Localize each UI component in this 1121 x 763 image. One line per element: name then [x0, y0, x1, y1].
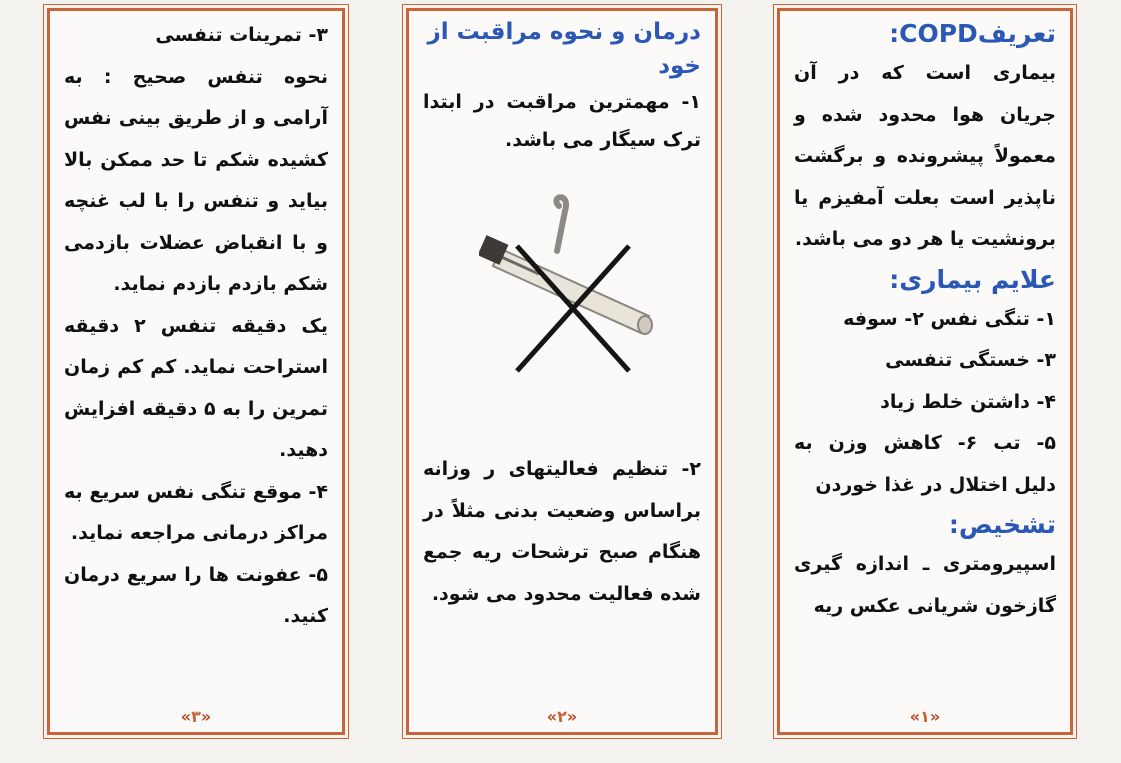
panel-3-content	[64, 15, 328, 698]
no-smoking-picture	[479, 191, 669, 391]
diagnosis-title: تشخیص:	[948, 510, 1056, 539]
treatment-title: درمان و نحوه مراقبت از خود	[427, 19, 701, 79]
symptom-line-1: ۱- تنگی نفس ۲- سوفه	[843, 307, 1056, 330]
breathing-minute-text: یک دقیقه تنفس ۲ دقیقه استراحت نماید. کم کم زمان تمرین را به ۵ دقیقه افزایش دهید.	[64, 314, 328, 461]
shortness-of-breath-advice: ۴- موقع تنگی نفس سریع به مراکز درمانی مراجعه نماید.	[64, 480, 328, 544]
panel-page-1	[777, 8, 1073, 735]
page-number-1: «۱»	[909, 707, 941, 726]
breathing-exercises-heading: ۳- تمرینات تنفسی	[155, 24, 328, 46]
panel-1-content	[794, 15, 1056, 698]
page-number-2: «۲»	[546, 707, 578, 726]
symptom-line-2: ۳- خستگی تنفسی	[885, 349, 1056, 371]
symptoms-title: علایم بیماری:	[889, 264, 1056, 294]
activity-adjustment-text: ۲- تنظیم فعالیتهای ر وزانه براساس وضعیت بدنی مثلاً در هنگام صبح ترشحات ریه جمع شده فعالیت محدود می شود.	[423, 458, 701, 605]
symptom-line-3: ۴- داشتن خلط زیاد	[880, 390, 1056, 413]
definition-text: بیماری است که در آن جریان هوا محدود شده و معمولاً پیشرونده و برگشت ناپذیر است بعلت آمفیزم یا برونشیت یا هر دو می باشد.	[794, 62, 1056, 250]
diagnosis-text: اسپیرومتری ـ اندازه گیری گازخون شریانی عکس ریه	[794, 553, 1056, 617]
definition-title: تعریفCOPD:	[889, 19, 1056, 48]
correct-breathing-text: نحوه تنفس صحیح : به آرامی و از طریق بینی نفس کشیده شکم تا حد ممکن بالا بیاید و تنفس را با لب غنچه و با انقباض عضلات بازدمی شکم بازدم بازدم نماید.	[64, 65, 328, 295]
quit-smoking-text: ۱- مهمترین مراقبت در ابتدا ترک سیگار می باشد.	[423, 91, 701, 151]
page-number-3: «۳»	[180, 707, 212, 726]
panel-page-2	[406, 8, 718, 735]
symptom-line-4: ۵- تب ۶- کاهش وزن به دلیل اختلال در غذا خوردن	[794, 432, 1056, 496]
panel-page-3	[47, 8, 345, 735]
infection-advice: ۵- عفونت ها را سریع درمان کنید.	[64, 563, 328, 627]
